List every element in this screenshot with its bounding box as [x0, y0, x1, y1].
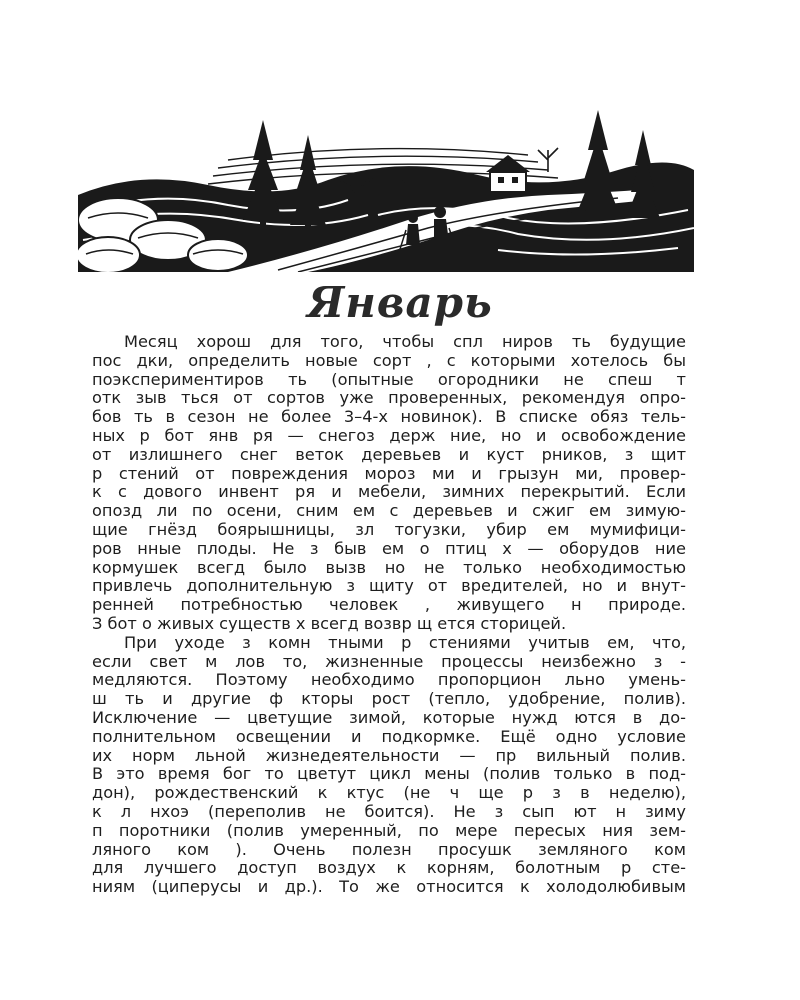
text-line: медляются. Поэтому необходимо пропорцион льно умень-: [92, 670, 686, 690]
text-line: дон), рождественский к ктус (не ч ще р з в неделю),: [92, 783, 686, 803]
text-line: Исключение — цветущие зимой, которые нужд ются в до-: [92, 707, 686, 727]
text-line: п поротники (полив умеренный, по мере пересых ния зем-: [92, 820, 686, 840]
text-line: бов ть в сезон не более 3–4-х новинок). В списке обяз тель-: [92, 407, 686, 427]
text-line: полнительном освещении и подкормке. Ещё одно условие: [92, 726, 686, 746]
text-line: ных р бот янв ря — снегоз держ ние, но и освобождение: [92, 425, 686, 445]
text-line: от излишнего снег веток деревьев и куст рников, з щит: [92, 444, 686, 464]
text-line: З бот о живых существ х всегд возвр щ ется сторицей.: [92, 613, 567, 633]
text-line: отк зыв ться от сортов уже проверенных, рекомендуя опро-: [92, 388, 686, 408]
text-line: для лучшего доступ воздух к корням, болотным р сте-: [92, 858, 686, 878]
text-line: ляного ком ). Очень полезн просушк земляного ком: [92, 839, 686, 859]
chapter-body: [92, 333, 686, 897]
winter-landscape-illustration: [78, 100, 694, 272]
text-line: их норм льной жизнедеятельности — пр вильный полив.: [92, 745, 686, 765]
text-line: опозд ли по осени, сним ем с деревьев и сжиг ем зимую-: [92, 501, 686, 521]
text-line: к с дового инвент ря и мебели, зимних перекрытий. Если: [92, 482, 686, 502]
text-line: Месяц хорош для того, чтобы спл ниров ть будущие: [124, 332, 686, 351]
paragraph-2: [92, 634, 686, 897]
text-line: ниям (циперусы и др.). То же относится к холодолюбивым: [92, 877, 686, 897]
text-line: ров нные плоды. Не з быв ем о птиц х — оборудов ние: [92, 538, 686, 558]
paragraph-1: [92, 333, 686, 634]
text-line: к л нхоэ (переполив не боится). Не з сып ют н зиму: [92, 801, 686, 821]
text-line: пос дки, определить новые сорт , с которыми хотелось бы: [92, 350, 686, 370]
text-line: поэкспериментиров ть (опытные огородники не спеш т: [92, 369, 686, 389]
text-line: При уходе з комн тными р стениями учитыв ем, что,: [124, 632, 686, 652]
text-line: если свет м лов то, жизненные процессы неизбежно з -: [92, 651, 686, 671]
chapter-title: Январь: [307, 278, 493, 327]
text-line: щие гнёзд боярышницы, зл тогузки, убир ем мумифици-: [92, 519, 686, 539]
text-line: ренней потребностью человек , живущего н природе.: [92, 595, 686, 615]
text-line: р стений от повреждения мороз ми и грызун ми, провер-: [92, 463, 686, 483]
text-line: ш ть и другие ф кторы рост (тепло, удобрение, полив).: [92, 689, 686, 709]
text-line: привлечь дополнительную з щиту от вредителей, но и внут-: [92, 576, 686, 596]
text-line: кормушек всегд было вызв но не только необходимостью: [92, 557, 686, 577]
text-line: В это время бог то цветут цикл мены (полив только в под-: [92, 764, 686, 784]
